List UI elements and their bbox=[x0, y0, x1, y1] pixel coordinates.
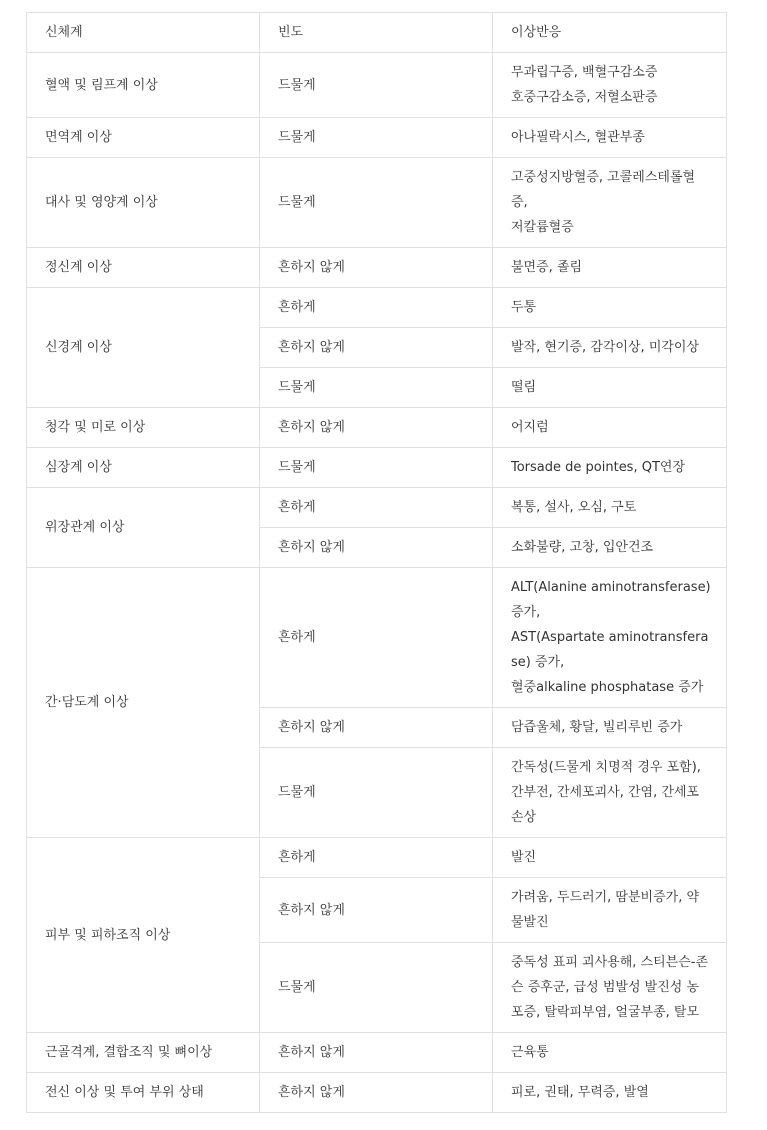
adverse-reactions-table-container bbox=[26, 12, 726, 1113]
effects-line: 아나필락시스, 혈관부종 bbox=[511, 130, 645, 145]
header-system: 신체계 bbox=[27, 13, 260, 53]
cell-frequency: 흔하지 않게 bbox=[260, 1033, 493, 1073]
cell-frequency: 흔하지 않게 bbox=[260, 878, 493, 943]
table-row bbox=[27, 288, 727, 328]
table-row bbox=[27, 408, 727, 448]
cell-frequency: 흔하게 bbox=[260, 488, 493, 528]
cell-system: 위장관계 이상 bbox=[27, 488, 260, 568]
header-effects: 이상반응 bbox=[493, 13, 727, 53]
table-header-row bbox=[27, 13, 727, 53]
cell-effects bbox=[493, 53, 727, 118]
cell-frequency: 드물게 bbox=[260, 368, 493, 408]
cell-system: 면역계 이상 bbox=[27, 118, 260, 158]
cell-effects bbox=[493, 158, 727, 248]
cell-effects bbox=[493, 248, 727, 288]
cell-frequency: 드물게 bbox=[260, 448, 493, 488]
cell-effects bbox=[493, 288, 727, 328]
table-row bbox=[27, 53, 727, 118]
cell-frequency: 드물게 bbox=[260, 748, 493, 838]
cell-effects bbox=[493, 118, 727, 158]
effects-line: ALT(Alanine aminotransferase) 증가, bbox=[511, 580, 711, 620]
effects-line: 가려움, 두드러기, 땀분비증가, 약물발진 bbox=[511, 890, 700, 930]
cell-frequency: 흔하지 않게 bbox=[260, 328, 493, 368]
effects-line: 떨림 bbox=[511, 380, 537, 395]
effects-line: 어지럼 bbox=[511, 420, 549, 435]
table-row bbox=[27, 248, 727, 288]
cell-frequency: 흔하게 bbox=[260, 838, 493, 878]
effects-line: 무과립구증, 백혈구감소증 bbox=[511, 65, 658, 80]
cell-effects bbox=[493, 748, 727, 838]
cell-effects bbox=[493, 568, 727, 708]
cell-effects bbox=[493, 943, 727, 1033]
cell-frequency: 흔하지 않게 bbox=[260, 528, 493, 568]
cell-frequency: 드물게 bbox=[260, 158, 493, 248]
cell-frequency: 흔하지 않게 bbox=[260, 248, 493, 288]
effects-line: 간독성(드물게 치명적 경우 포함), 간부전, 간세포괴사, 간염, 간세포손상 bbox=[511, 760, 701, 825]
cell-system: 전신 이상 및 투여 부위 상태 bbox=[27, 1073, 260, 1113]
table-row bbox=[27, 1073, 727, 1113]
cell-effects bbox=[493, 528, 727, 568]
effects-line: 고중성지방혈증, 고콜레스테롤혈증, bbox=[511, 170, 696, 210]
header-frequency: 빈도 bbox=[260, 13, 493, 53]
cell-effects bbox=[493, 488, 727, 528]
cell-effects bbox=[493, 408, 727, 448]
cell-frequency: 흔하지 않게 bbox=[260, 1073, 493, 1113]
table-row bbox=[27, 488, 727, 528]
cell-effects bbox=[493, 1073, 727, 1113]
effects-line: Torsade de pointes, QT연장 bbox=[511, 460, 686, 475]
effects-line: 근육통 bbox=[511, 1045, 549, 1060]
effects-line: 불면증, 졸림 bbox=[511, 260, 583, 275]
effects-line: 혈중alkaline phosphatase 증가 bbox=[511, 680, 704, 695]
cell-effects bbox=[493, 878, 727, 943]
cell-system: 근골격계, 결합조직 및 뼈이상 bbox=[27, 1033, 260, 1073]
effects-line: 호중구감소증, 저혈소판증 bbox=[511, 90, 658, 105]
effects-line: 저칼륨혈증 bbox=[511, 220, 574, 235]
effects-line: 피로, 권태, 무력증, 발열 bbox=[511, 1085, 649, 1100]
cell-system: 정신계 이상 bbox=[27, 248, 260, 288]
effects-line: 복통, 설사, 오심, 구토 bbox=[511, 500, 637, 515]
table-row bbox=[27, 158, 727, 248]
effects-line: AST(Aspartate aminotransferase) 증가, bbox=[511, 630, 709, 670]
cell-system: 대사 및 영양계 이상 bbox=[27, 158, 260, 248]
cell-frequency: 흔하지 않게 bbox=[260, 708, 493, 748]
cell-effects bbox=[493, 448, 727, 488]
cell-frequency: 드물게 bbox=[260, 943, 493, 1033]
cell-system: 간·담도계 이상 bbox=[27, 568, 260, 838]
cell-system: 심장계 이상 bbox=[27, 448, 260, 488]
adverse-reactions-table bbox=[26, 12, 727, 1113]
effects-line: 담즙울체, 황달, 빌리루빈 증가 bbox=[511, 720, 683, 735]
cell-effects bbox=[493, 1033, 727, 1073]
cell-effects bbox=[493, 368, 727, 408]
table-row bbox=[27, 1033, 727, 1073]
cell-frequency: 흔하게 bbox=[260, 568, 493, 708]
table-row bbox=[27, 448, 727, 488]
effects-line: 발진 bbox=[511, 850, 537, 865]
table-row bbox=[27, 568, 727, 708]
cell-frequency: 드물게 bbox=[260, 118, 493, 158]
effects-line: 두통 bbox=[511, 300, 537, 315]
table-row bbox=[27, 838, 727, 878]
cell-system: 피부 및 피하조직 이상 bbox=[27, 838, 260, 1033]
cell-system: 청각 및 미로 이상 bbox=[27, 408, 260, 448]
cell-effects bbox=[493, 328, 727, 368]
cell-system: 신경계 이상 bbox=[27, 288, 260, 408]
cell-frequency: 흔하게 bbox=[260, 288, 493, 328]
effects-line: 중독성 표피 괴사용해, 스티븐슨-존슨 증후군, 급성 범발성 발진성 농포증, 탈락피부염, 얼굴부종, 탈모 bbox=[511, 955, 709, 1020]
table-row bbox=[27, 118, 727, 158]
effects-line: 소화불량, 고창, 입안건조 bbox=[511, 540, 654, 555]
cell-effects bbox=[493, 838, 727, 878]
table-body bbox=[27, 53, 727, 1113]
cell-system: 혈액 및 림프계 이상 bbox=[27, 53, 260, 118]
cell-frequency: 드물게 bbox=[260, 53, 493, 118]
cell-frequency: 흔하지 않게 bbox=[260, 408, 493, 448]
effects-line: 발작, 현기증, 감각이상, 미각이상 bbox=[511, 340, 700, 355]
cell-effects bbox=[493, 708, 727, 748]
